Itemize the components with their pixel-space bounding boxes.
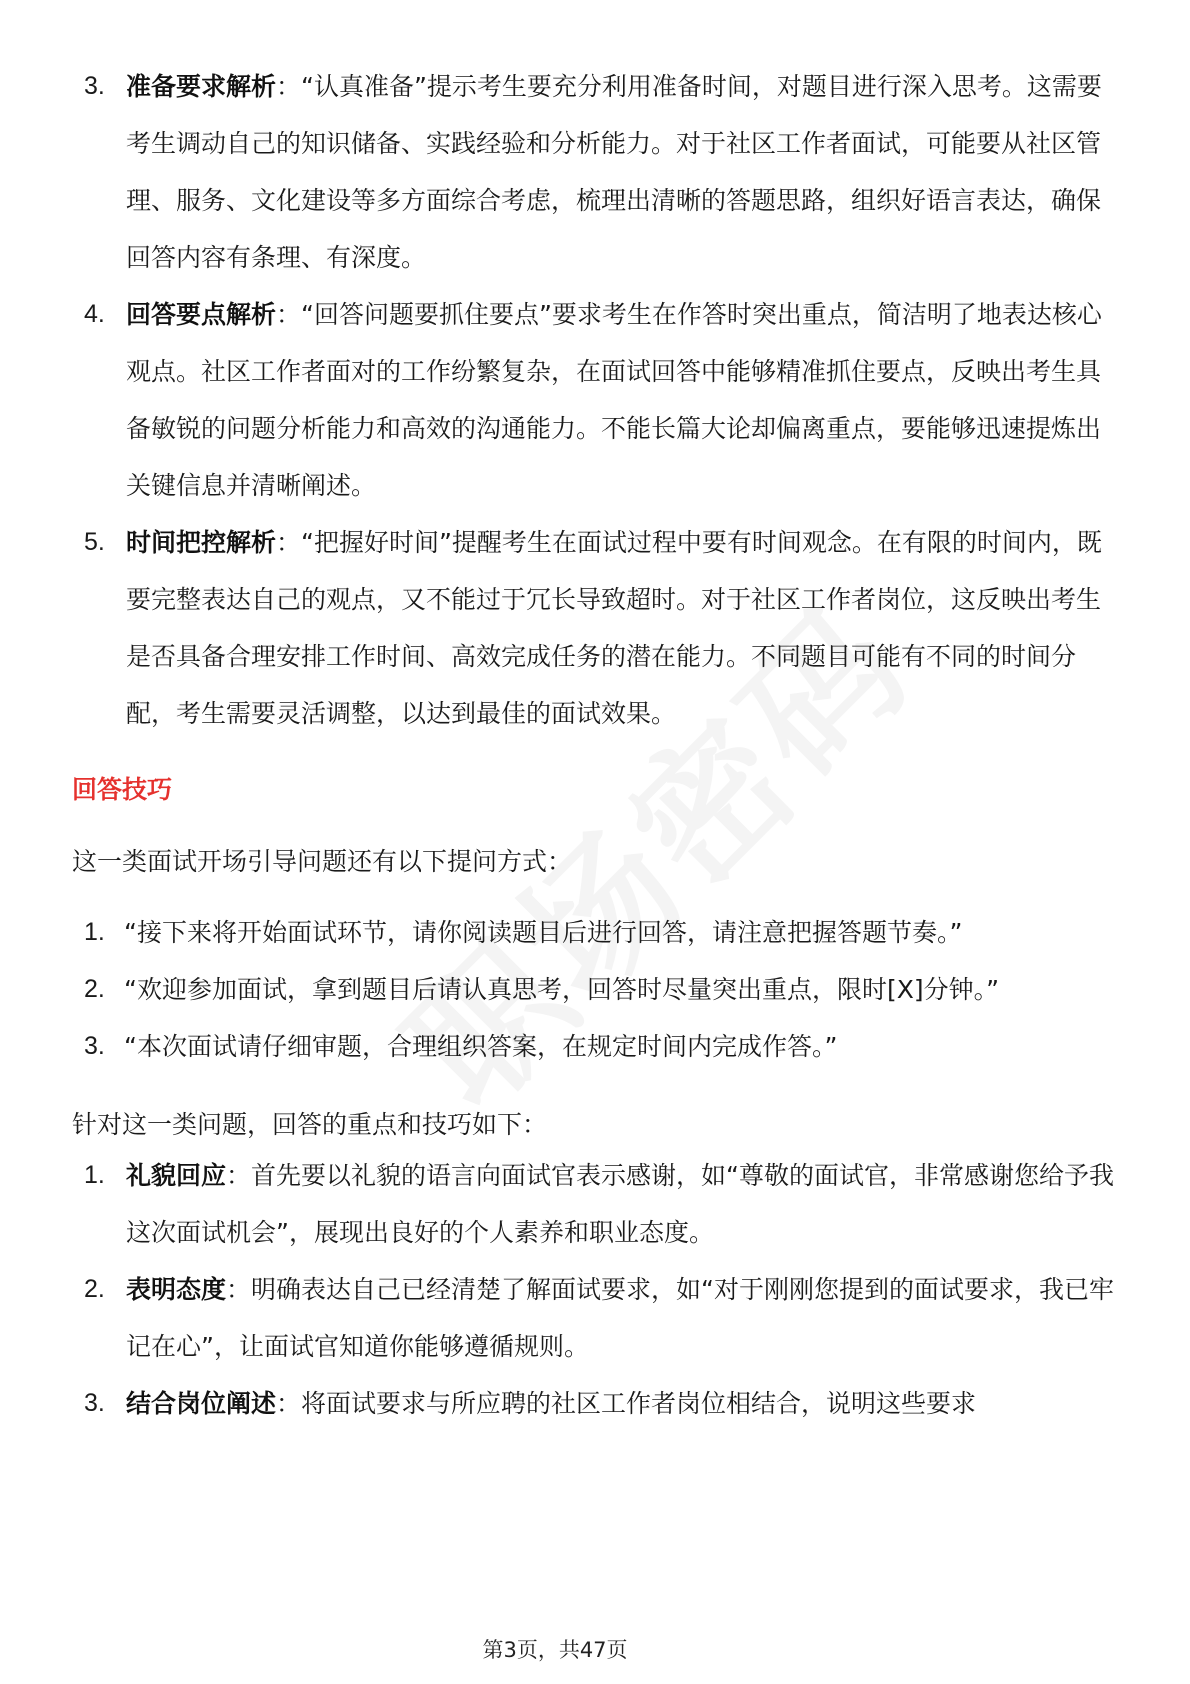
item-title: 礼貌回应: [126, 1161, 227, 1190]
page-content: [72, 58, 1122, 1432]
item-title: 准备要求解析: [126, 72, 277, 101]
item-text: ：“回答问题要抓住要点”要求考生在作答时突出重点，简洁明了地表达核心观点。社区工作者面对的工作纷繁复杂，在面试回答中能够精准抓住要点，反映出考生具备敏锐的问题分析能力和高效的沟通能力。不能长篇大论却偏离重点，要能够迅速提炼出关键信息并清晰阐述。: [126, 300, 1102, 500]
item-title: 结合岗位阐述: [126, 1389, 277, 1418]
list-item: [72, 961, 1122, 1018]
list-number: 3.: [84, 1032, 105, 1060]
tips-list: [72, 1147, 1122, 1432]
list-item: [72, 1375, 1122, 1432]
item-title: 时间把控解析: [126, 528, 277, 557]
item-text: ：将面试要求与所应聘的社区工作者岗位相结合，说明这些要求: [276, 1389, 977, 1418]
list-number: 4.: [84, 300, 105, 328]
question-variants-list: [72, 904, 1122, 1075]
list-number: 2.: [84, 1275, 105, 1303]
analysis-list: [72, 58, 1122, 742]
list-item: [72, 514, 1122, 742]
page-footer: 第3页，共47页: [482, 1638, 628, 1662]
list-number: 1.: [84, 1161, 105, 1189]
item-title: 表明态度: [126, 1275, 227, 1304]
item-title: 回答要点解析: [126, 300, 277, 329]
item-text: “本次面试请仔细审题，合理组织答案，在规定时间内完成作答。”: [124, 1032, 838, 1061]
list-number: 3.: [84, 72, 105, 100]
list-item: [72, 904, 1122, 961]
list-item: [72, 58, 1122, 286]
section-heading: 回答技巧: [72, 775, 173, 804]
intro-paragraph: 这一类面试开场引导问题还有以下提问方式：: [72, 847, 573, 876]
list-item: [72, 1018, 1122, 1075]
item-text: ：“把握好时间”提醒考生在面试过程中要有时间观念。在有限的时间内，既要完整表达自己的观点，又不能过于冗长导致超时。对于社区工作者岗位，这反映出考生是否具备合理安排工作时间、高效完成任务的潜在能力。不同题目可能有不同的时间分配，考生需要灵活调整，以达到最佳的面试效果。: [126, 528, 1102, 728]
item-text: “接下来将开始面试环节，请你阅读题目后进行回答，请注意把握答题节奏。”: [124, 918, 963, 947]
list-number: 3.: [84, 1389, 105, 1417]
list-number: 2.: [84, 975, 105, 1003]
list-number: 5.: [84, 528, 105, 556]
focus-intro-paragraph: 针对这一类问题，回答的重点和技巧如下：: [72, 1110, 548, 1139]
list-item: [72, 1261, 1122, 1375]
item-text: ：明确表达自己已经清楚了解面试要求，如“对于刚刚您提到的面试要求，我已牢记在心”，让面试官知道你能够遵循规则。: [126, 1275, 1114, 1361]
list-item: [72, 1147, 1122, 1261]
item-text: ：“认真准备”提示考生要充分利用准备时间，对题目进行深入思考。这需要考生调动自己的知识储备、实践经验和分析能力。对于社区工作者面试，可能要从社区管理、服务、文化建设等多方面综合考虑，梳理出清晰的答题思路，组织好语言表达，确保回答内容有条理、有深度。: [126, 72, 1102, 272]
item-text: ：首先要以礼貌的语言向面试官表示感谢，如“尊敬的面试官，非常感谢您给予我这次面试机会”，展现出良好的个人素养和职业态度。: [126, 1161, 1114, 1247]
list-number: 1.: [84, 918, 105, 946]
list-item: [72, 286, 1122, 514]
item-text: “欢迎参加面试，拿到题目后请认真思考，回答时尽量突出重点，限时[X]分钟。”: [124, 975, 1000, 1004]
